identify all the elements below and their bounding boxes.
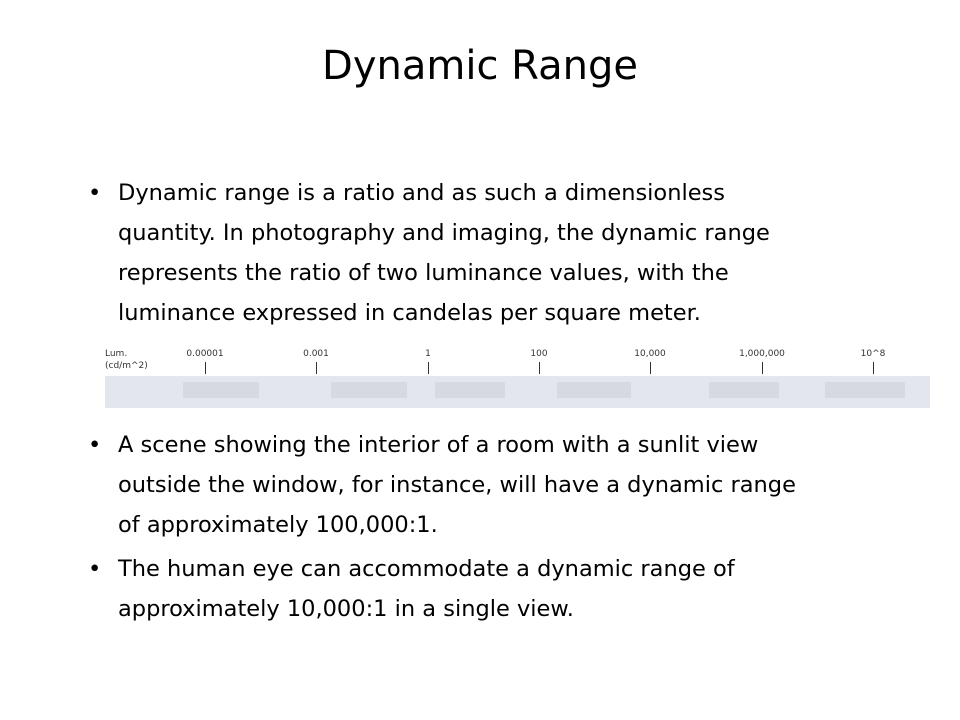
bullet-text — [118, 549, 908, 629]
bullet-line: Dynamic range is a ratio and as such a dimensionless — [118, 180, 725, 206]
luminance-band — [105, 376, 930, 408]
luminance-axis-label — [105, 348, 148, 372]
tick-label: 0.00001 — [186, 349, 224, 359]
tick-label: 1 — [425, 349, 431, 359]
band-segment — [825, 382, 905, 398]
bullet-icon: • — [88, 180, 102, 206]
tick-mark — [650, 362, 651, 374]
tick-mark — [539, 362, 540, 374]
band-segment — [183, 382, 259, 398]
tick-label: 0.001 — [303, 349, 329, 359]
band-segment — [557, 382, 631, 398]
band-segment — [435, 382, 505, 398]
bullet-icon: • — [88, 556, 102, 582]
tick-mark — [316, 362, 317, 374]
band-segment — [709, 382, 779, 398]
tick-label: 1,000,000 — [739, 349, 785, 359]
bullet-line: of approximately 100,000:1. — [118, 512, 438, 538]
tick-mark — [762, 362, 763, 374]
tick-mark — [873, 362, 874, 374]
bullet-line: quantity. In photography and imaging, the dynamic range — [118, 220, 770, 246]
bullet-line: The human eye can accommodate a dynamic range of — [118, 556, 735, 582]
tick-label: 100 — [530, 349, 548, 359]
bullet-line: luminance expressed in candelas per square meter. — [118, 300, 701, 326]
bullet-line: approximately 10,000:1 in a single view. — [118, 596, 574, 622]
luminance-unit-line: (cd/m^2) — [105, 361, 148, 371]
bullet-line: represents the ratio of two luminance values, with the — [118, 260, 729, 286]
tick-label: 10,000 — [634, 349, 666, 359]
bullet-line: outside the window, for instance, will have a dynamic range — [118, 472, 796, 498]
luminance-scale — [105, 348, 930, 410]
bullet-line: A scene showing the interior of a room with a sunlit view — [118, 432, 759, 458]
tick-mark — [428, 362, 429, 374]
slide-title: Dynamic Range — [322, 43, 638, 89]
tick-mark — [205, 362, 206, 374]
bullet-icon: • — [88, 432, 102, 458]
bullet-text — [118, 425, 908, 545]
bullet-text — [118, 173, 908, 333]
band-segment — [331, 382, 407, 398]
tick-label: 10^8 — [860, 349, 886, 359]
luminance-label-line: Lum. — [105, 349, 128, 359]
